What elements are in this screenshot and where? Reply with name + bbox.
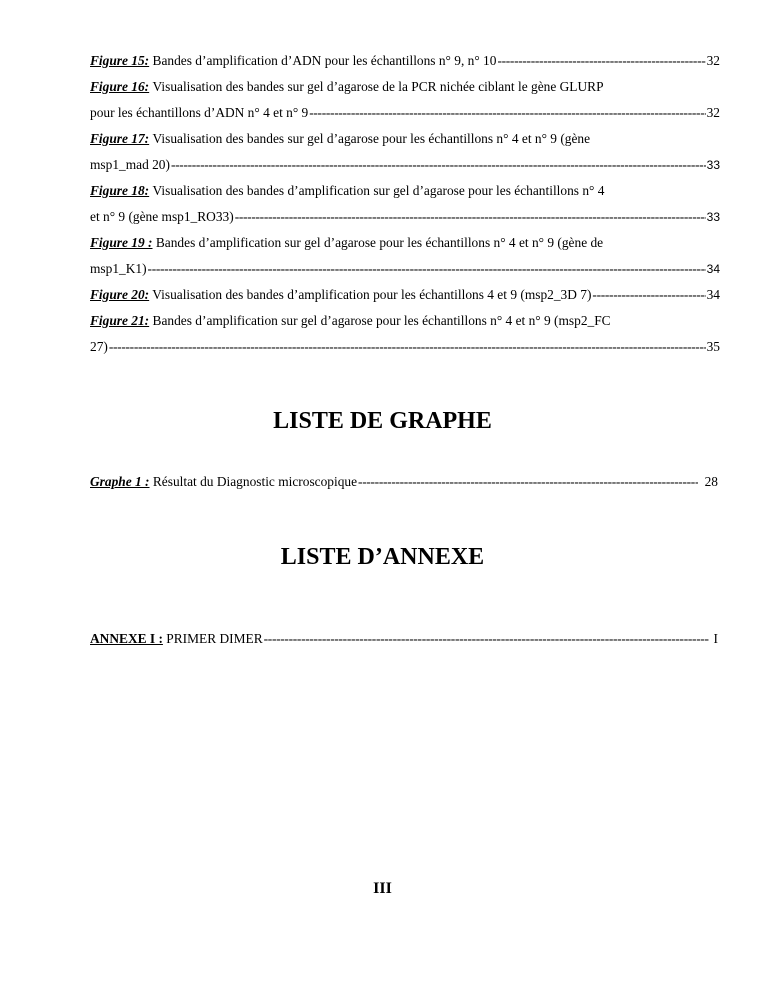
toc-entry-figure-17[interactable]	[90, 126, 720, 178]
page-number: III	[373, 880, 392, 897]
figure-text: Visualisation des bandes sur gel d’agarose pour les échantillons n° 4 et n° 9 (gène	[152, 131, 591, 146]
figure-text-continued: 27)	[90, 339, 108, 354]
page-ref: 33	[706, 210, 720, 224]
figure-label: Figure 21:	[90, 313, 150, 328]
toc-entry-figure-18[interactable]	[90, 178, 720, 230]
leader-dots	[497, 48, 705, 74]
page-ref: 28	[704, 474, 718, 489]
annex-list	[90, 626, 718, 652]
toc-entry-figure-16[interactable]	[90, 74, 720, 126]
page-ref: I	[713, 631, 718, 646]
figure-text-continued: msp1_mad 20)	[90, 157, 170, 172]
annex-text: PRIMER DIMER	[166, 631, 263, 646]
figure-text-continued: msp1_K1)	[90, 261, 147, 276]
toc-entry-figure-15[interactable]	[90, 48, 720, 74]
leader-dots	[309, 100, 705, 126]
leader-dots	[171, 152, 706, 178]
leader-dots	[264, 626, 709, 652]
figure-label: Figure 18:	[90, 183, 150, 198]
graph-label: Graphe 1 :	[90, 474, 150, 489]
figure-list	[90, 48, 720, 360]
annex-list-heading: LISTE D’ANNEXE	[280, 544, 485, 570]
annex-label: ANNEXE I :	[90, 631, 163, 646]
graph-list	[90, 469, 718, 495]
graph-list-heading: LISTE DE GRAPHE	[273, 408, 492, 434]
figure-label: Figure 16:	[90, 79, 150, 94]
figure-text-continued: et n° 9 (gène msp1_RO33)	[90, 209, 234, 224]
page-ref: 32	[706, 105, 720, 120]
toc-entry-figure-19[interactable]	[90, 230, 720, 282]
figure-label: Figure 20:	[90, 287, 150, 302]
figure-text: Bandes d’amplification sur gel d’agarose pour les échantillons n° 4 et n° 9 (gène de	[155, 235, 604, 250]
figure-label: Figure 19 :	[90, 235, 153, 250]
leader-dots	[358, 469, 698, 495]
toc-entry-figure-20[interactable]	[90, 282, 720, 308]
figure-text: Bandes d’amplification d’ADN pour les échantillons n° 9, n° 10	[152, 53, 497, 68]
toc-entry-annex-1[interactable]	[90, 626, 718, 652]
figure-label: Figure 17:	[90, 131, 150, 146]
figure-text: Visualisation des bandes d’amplification pour les échantillons 4 et 9 (msp2_3D 7)	[152, 287, 592, 302]
page-ref: 32	[706, 53, 720, 68]
page-ref: 35	[706, 339, 720, 354]
leader-dots	[592, 282, 705, 308]
toc-entry-figure-21[interactable]	[90, 308, 720, 360]
figure-text: Bandes d’amplification sur gel d’agarose pour les échantillons n° 4 et n° 9 (msp2_FC	[152, 313, 611, 328]
leader-dots	[148, 256, 706, 282]
figure-label: Figure 15:	[90, 53, 150, 68]
graph-text: Résultat du Diagnostic microscopique	[152, 474, 358, 489]
toc-entry-graph-1[interactable]	[90, 469, 718, 495]
page-ref: 33	[706, 158, 720, 172]
leader-dots	[235, 204, 706, 230]
page-ref: 34	[706, 287, 720, 302]
leader-dots	[109, 334, 706, 360]
page-ref: 34	[706, 262, 720, 276]
figure-text: Visualisation des bandes sur gel d’agarose de la PCR nichée ciblant le gène GLURP	[152, 79, 604, 94]
figure-text-continued: pour les échantillons d’ADN n° 4 et n° 9	[90, 105, 309, 120]
figure-text: Visualisation des bandes d’amplification sur gel d’agarose pour les échantillons n° 4	[152, 183, 605, 198]
